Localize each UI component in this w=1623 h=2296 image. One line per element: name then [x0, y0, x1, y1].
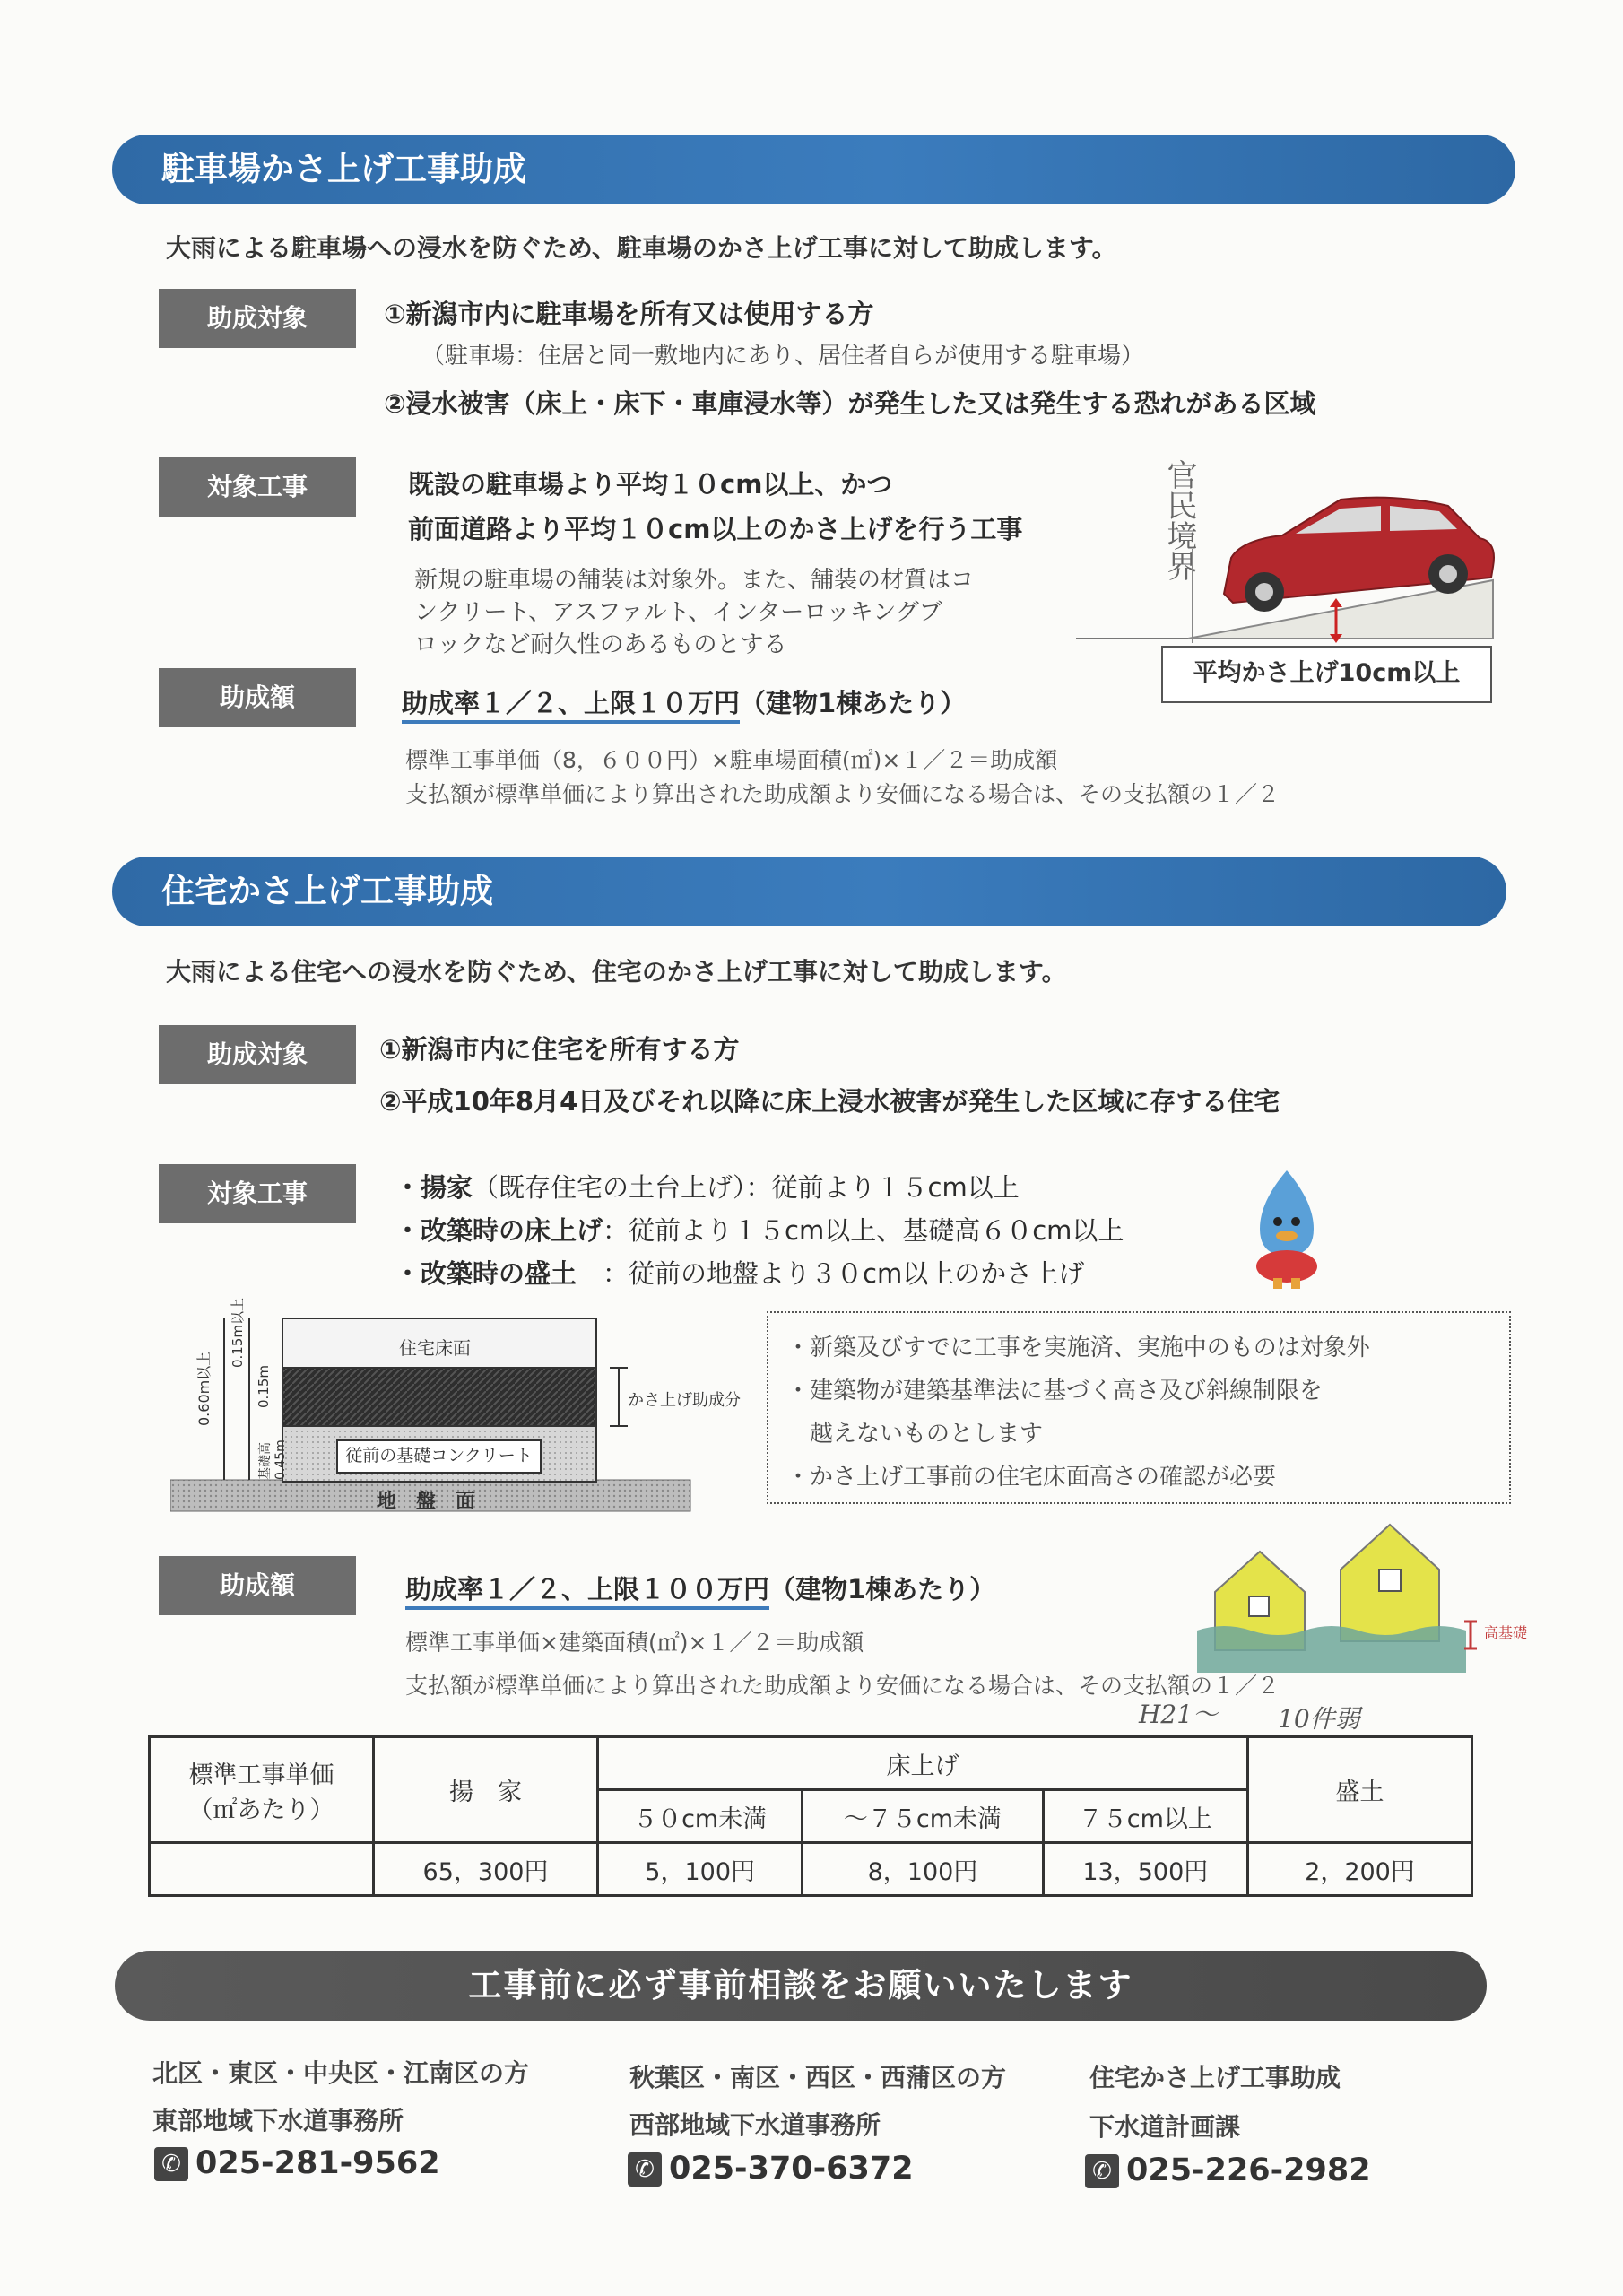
parking-amount-main: 助成率１／２、上限１０万円 [402, 688, 740, 724]
high-foundation-label: 高基礎 [1484, 1624, 1528, 1641]
table-val-morido: 2，200円 [1248, 1843, 1472, 1896]
parking-work-note-2: ンクリート、アスファルト、インターロッキングブ [414, 599, 942, 626]
parking-target-label: 助成対象 [159, 289, 356, 348]
table-empty-cell [150, 1843, 374, 1896]
house-amount-suffix: （建物1棟あたり） [769, 1574, 996, 1605]
east-phone [154, 2145, 440, 2181]
east-phone-number: 025-281-9562 [195, 2145, 440, 2181]
parking-work-note-1: 新規の駐車場の舗装は対象外。また、舗装の材質はコ [414, 567, 975, 594]
house-work-label: 対象工事 [159, 1164, 356, 1223]
west-area: 秋葉区・南区・西区・西蒲区の方 [629, 2063, 1007, 2092]
parking-work-2: 前面道路より平均１０cm以上のかさ上げを行う工事 [408, 514, 1023, 544]
west-phone-number: 025-370-6372 [669, 2151, 914, 2187]
house-section-banner [112, 857, 1506, 926]
house-amount-label: 助成額 [159, 1556, 356, 1615]
table-col-sub3: ７５cm以上 [1043, 1790, 1247, 1843]
parking-amount-note: 支払額が標準単価により算出された助成額より安価になる場合は、その支払額の１／２ [405, 781, 1280, 807]
house-phone [1085, 2152, 1371, 2188]
diagram-height-015: 0.15m以上 [230, 1297, 246, 1368]
parking-target-2: ②浸水被害（床上・床下・車庫浸水等）が発生した又は発生する恐れがある区域 [384, 388, 1316, 419]
table-col-sub2: ～７５cm未満 [803, 1790, 1043, 1843]
table-val-sub3: 13，500円 [1043, 1843, 1247, 1896]
house-amount-main: 助成率１／２、上限１００万円 [405, 1574, 769, 1610]
table-row-header-2: （㎡あたり） [188, 1796, 334, 1824]
mascot-icon [1237, 1166, 1336, 1292]
west-office: 西部地域下水道事務所 [629, 2110, 881, 2140]
table-col-ageya: 揚 家 [374, 1737, 598, 1843]
parking-work-note-3: ロックなど耐久性のあるものとする [414, 631, 787, 658]
house-phone-number: 025-226-2982 [1126, 2152, 1371, 2188]
diagram-height-060: 0.60m以上 [195, 1351, 213, 1426]
house-amount-formula: 標準工事単価×建築面積(㎡)×１／２＝助成額 [405, 1630, 864, 1656]
house-intro: 大雨による住宅への浸水を防ぐため、住宅のかさ上げ工事に対して助成します。 [166, 957, 1067, 987]
parking-intro: 大雨による駐車場への浸水を防ぐため、駐車場のかさ上げ工事に対して助成します。 [166, 233, 1117, 263]
diagram-raise-label: かさ上げ助成分 [628, 1391, 741, 1410]
house-amount [405, 1570, 995, 1606]
handwritten-note-2: 10件弱 [1278, 1704, 1360, 1734]
house-work-2 [395, 1211, 1124, 1248]
table-val-sub2: 8，100円 [803, 1843, 1043, 1896]
house-section-diagram [170, 1297, 744, 1516]
phone-icon: ✆ [628, 2152, 662, 2187]
house-note-1: ・新築及びすでに工事を実施済、実施中のものは対象外 [786, 1335, 1370, 1361]
table-col-sub1: ５０cm未満 [598, 1790, 803, 1843]
east-office: 東部地域下水道事務所 [152, 2106, 404, 2135]
table-val-sub1: 5，100円 [598, 1843, 803, 1896]
house-work-1 [395, 1168, 1020, 1205]
table-val-ageya: 65，300円 [374, 1843, 598, 1896]
house-contact-area: 住宅かさ上げ工事助成 [1089, 2063, 1341, 2092]
house-note-3: 越えないものとします [786, 1421, 1044, 1448]
house-notes-box [767, 1311, 1511, 1504]
parking-target-1: ①新潟市内に駐車場を所有又は使用する方 [384, 299, 874, 329]
diagram-floor-label: 住宅床面 [399, 1337, 471, 1359]
house-target-1: ①新潟市内に住宅を所有する方 [379, 1034, 740, 1065]
phone-icon: ✆ [1085, 2154, 1119, 2188]
parking-work-label: 対象工事 [159, 457, 356, 517]
table-col-morido: 盛土 [1248, 1737, 1472, 1843]
table-row-header [150, 1737, 374, 1843]
parking-amount-label: 助成額 [159, 668, 356, 727]
handwritten-note-1: H21～ [1139, 1700, 1219, 1729]
contact-banner: 工事前に必ず事前相談をお願いいたします [115, 1951, 1487, 2021]
diagram-concrete-label: 従前の基礎コンクリート [336, 1439, 542, 1474]
houses-illustration [1197, 1516, 1538, 1677]
parking-section-title: 駐車場かさ上げ工事助成 [161, 150, 526, 188]
parking-target-1-note: （駐車場：住居と同一敷地内にあり、居住者自らが使用する駐車場） [421, 343, 1145, 370]
west-phone [628, 2151, 914, 2187]
house-work-1-desc: （既存住宅の土台上げ）：従前より１５cm以上 [473, 1172, 1020, 1203]
parking-amount-formula: 標準工事単価（8，６００円）×駐車場面積(㎡)×１／２＝助成額 [405, 747, 1058, 773]
house-amount-note: 支払額が標準単価により算出された助成額より安価になる場合は、その支払額の１／２ [405, 1673, 1280, 1699]
house-target-label: 助成対象 [159, 1025, 356, 1084]
house-work-3-head: ・改築時の盛土 [395, 1258, 577, 1289]
house-note-2: ・建築物が建築基準法に基づく高さ及び斜線制限を [786, 1378, 1324, 1405]
parking-amount-suffix: （建物1棟あたり） [740, 688, 967, 718]
house-work-2-head: ・改築時の床上げ [395, 1215, 603, 1246]
parking-work-1: 既設の駐車場より平均１０cm以上、かつ [408, 469, 893, 500]
diagram-ground-label: 地 盤 面 [377, 1491, 476, 1513]
boundary-label: 官民境界 [1161, 459, 1197, 581]
diagram-height-045: 基礎高 0.45m [258, 1439, 288, 1480]
table-col-yukaage: 床上げ [598, 1737, 1248, 1790]
house-work-1-head: ・揚家 [395, 1172, 473, 1203]
east-area: 北区・東区・中央区・江南区の方 [152, 2058, 530, 2088]
house-contact-office: 下水道計画課 [1089, 2112, 1241, 2142]
parking-diagram [1072, 459, 1502, 710]
table-row-header-1: 標準工事単価 [188, 1761, 334, 1789]
house-note-4: ・かさ上げ工事前の住宅床面高さの確認が必要 [786, 1464, 1277, 1491]
house-section-title: 住宅かさ上げ工事助成 [161, 872, 493, 910]
cost-table [148, 1735, 1473, 1897]
house-target-2: ②平成10年8月4日及びそれ以降に床上浸水被害が発生した区域に存する住宅 [379, 1086, 1280, 1117]
house-work-3-desc: ：従前の地盤より３０cm以上のかさ上げ [577, 1258, 1085, 1289]
phone-icon: ✆ [154, 2147, 188, 2181]
house-work-3 [395, 1254, 1084, 1291]
parking-diagram-caption: 平均かさ上げ10cm以上 [1161, 646, 1492, 703]
diagram-height-015b: 0.15m [256, 1364, 272, 1408]
parking-section-banner [112, 135, 1515, 204]
parking-amount [402, 683, 966, 720]
house-work-2-desc: ：従前より１５cm以上、基礎高６０cm以上 [603, 1215, 1124, 1246]
